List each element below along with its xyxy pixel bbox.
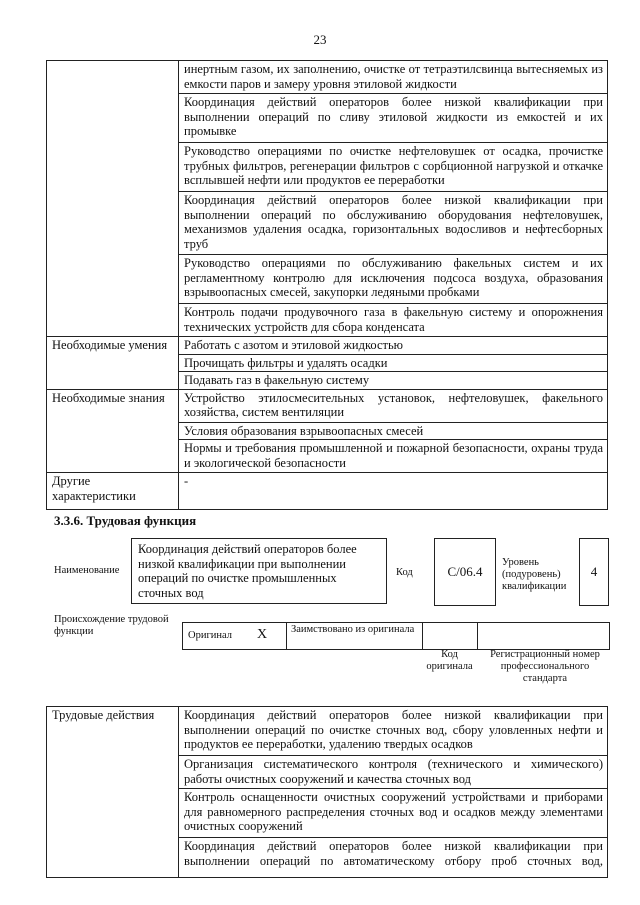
name-label: Наименование bbox=[54, 565, 120, 576]
table-row: Условия образования взрывоопасных смесей bbox=[179, 422, 608, 440]
reg-number-label: Регистрационный номер профессионального стандарта bbox=[490, 649, 600, 684]
table-row: Координация действий операторов более низкой квалификации при выполнении операций по очистке сточных вод, сбору уловленных нефти и продуктов ее переработки, удалению твердых осадков bbox=[179, 707, 608, 756]
page-number: 23 bbox=[313, 32, 327, 47]
other-label: Другие характеристики bbox=[47, 473, 179, 510]
table-row: Устройство этилосмесительных установок, нефтеловушек, факельного хозяйства, систем вентиляции bbox=[179, 389, 608, 422]
code-original-label: Код оригинала bbox=[426, 649, 473, 672]
other-value: - bbox=[179, 473, 608, 510]
table-row: Подавать газ в факельную систему bbox=[179, 372, 608, 390]
table-row: Руководство операциями по очистке нефтеловушек от осадка, прочистке трубных фильтров, регенерации фильтров с сорбционной нагрузкой и откачке всплывшей нефти или продуктов ее переработки bbox=[179, 143, 608, 192]
table-row: инертным газом, их заполнению, очистке от тетраэтилсвинца вытесняемых из емкости паров и замеру уровня этиловой жидкости bbox=[179, 61, 608, 94]
table-row: Контроль подачи продувочного газа в факельную систему и опорожнения технических устройств для сбора конденсата bbox=[179, 304, 608, 337]
name-value-box: Координация действий операторов более низкой квалификации при выполнении операций по очистке промышленных сточных вод bbox=[131, 538, 387, 604]
section-heading: 3.3.6. Трудовая функция bbox=[54, 513, 197, 528]
original-mark: X bbox=[257, 627, 268, 642]
level-value-box: 4 bbox=[579, 538, 609, 606]
table-row: Руководство операциями по обслуживанию факельных систем и их регламентному контролю для исключения подсоса воздуха, образования взрывоопасных смесей, закупорки ледяными пробками bbox=[179, 255, 608, 304]
empty-label-cell bbox=[47, 61, 179, 337]
original-cell bbox=[183, 623, 287, 649]
table-row: Работать с азотом и этиловой жидкостью bbox=[179, 337, 608, 355]
knowledge-label: Необходимые знания bbox=[47, 389, 179, 473]
skills-label: Необходимые умения bbox=[47, 337, 179, 390]
table-row: Координация действий операторов более низкой квалификации при выполнении операций по автоматическому отбору проб сточных вод, bbox=[179, 838, 608, 878]
borrowed-cell bbox=[287, 623, 423, 649]
table-row: Организация систематического контроля (технического и химического) работы очистных сооружений и качества сточных вод bbox=[179, 756, 608, 789]
table-row: Нормы и требования промышленной и пожарной безопасности, охраны труда и экологической безопасности bbox=[179, 440, 608, 473]
origin-table bbox=[182, 622, 610, 650]
level-label: Уровень (подуровень) квалификации bbox=[502, 557, 567, 592]
table-row: Координация действий операторов более низкой квалификации при выполнении операций по сливу этиловой жидкости из емкостей и их промывке bbox=[179, 94, 608, 143]
table-row: Прочищать фильтры и удалять осадки bbox=[179, 354, 608, 372]
borrowed-label: Заимствовано из оригинала bbox=[291, 624, 415, 635]
original-label: Оригинал bbox=[188, 630, 232, 641]
table-row: Координация действий операторов более низкой квалификации при выполнении операций по обслуживанию оборудования нефтеловушек, механизмов удаления осадка, горизонтальных водосливов и нефтесборных труб bbox=[179, 192, 608, 255]
table-row: Контроль оснащенности очистных сооружений устройствами и приборами для равномерного распределения сточных вод и осадков между элементами очистных сооружений bbox=[179, 789, 608, 838]
labor-actions-table bbox=[46, 706, 608, 878]
reg-number-cell bbox=[478, 623, 609, 649]
actions-label: Трудовые действия bbox=[47, 707, 179, 878]
code-value-box: C/06.4 bbox=[434, 538, 496, 606]
continuation-table bbox=[46, 60, 608, 510]
origin-label: Происхождение трудовой функции bbox=[54, 614, 169, 637]
code-label: Код bbox=[396, 567, 413, 578]
code-original-cell bbox=[423, 623, 478, 649]
